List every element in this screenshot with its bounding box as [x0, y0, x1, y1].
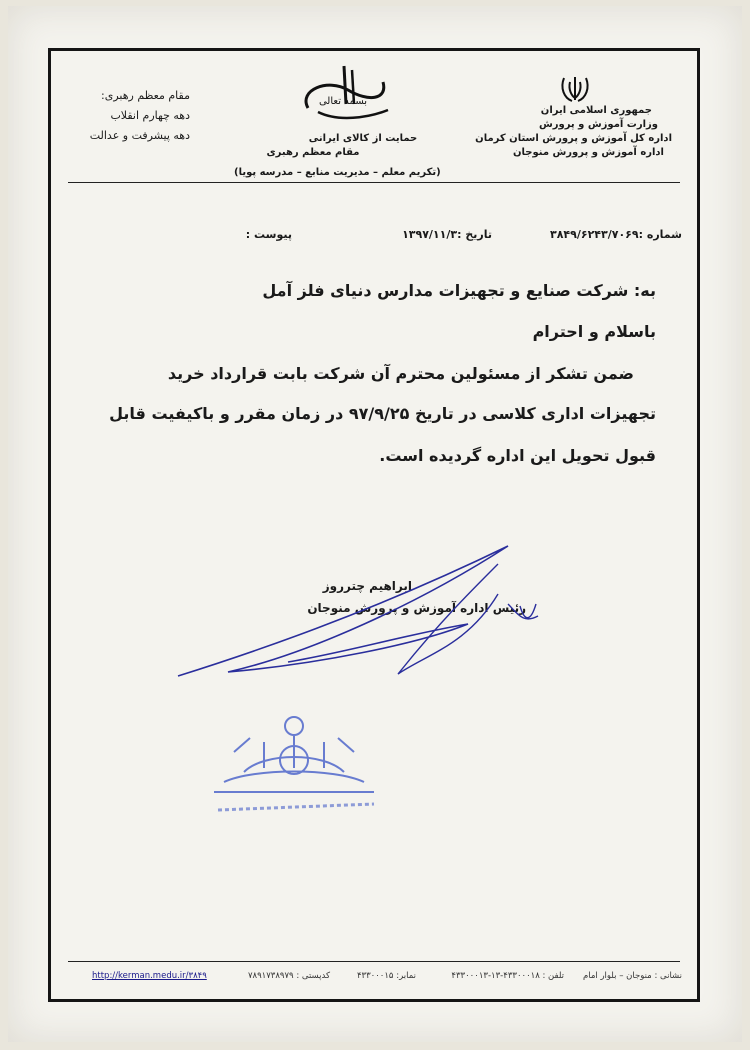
slogan: حمایت از کالای ایرانی	[308, 133, 418, 144]
leader-quote-title: مقام معظم رهبری:	[101, 89, 190, 102]
bismillah-calligraphy-logo	[288, 60, 398, 130]
body-line: قبول تحویل این اداره گردیده است.	[379, 446, 656, 465]
footer-phone: تلفن : ۴۳۳۰۰۰۱۸-۱۳-۴۳۳۰۰۰۱۳	[451, 971, 564, 981]
calligraphy-header	[228, 60, 458, 160]
ministry-header	[462, 104, 672, 160]
letter-attachment: پیوست :	[245, 228, 292, 241]
website-link[interactable]: http://kerman.medu.ir/۳۸۴۹	[92, 971, 207, 981]
logo-text: بسمه تعالی	[318, 96, 368, 107]
leader-quote-line: دهه چهارم انقلاب	[110, 109, 190, 122]
official-stamp	[204, 712, 384, 816]
footer-website[interactable]	[92, 971, 207, 981]
leader-quote-block	[30, 86, 190, 146]
slogan-attribution: مقام معظم رهبری	[266, 147, 360, 158]
letter-date: تاریخ :۱۳۹۷/۱۱/۳	[402, 228, 492, 241]
iran-emblem-icon	[558, 74, 592, 104]
program-line: (تکریم معلم – مدیریت منابع – مدرسه پویا)	[234, 167, 441, 178]
footer-fax: نمابر: ۴۳۳۰۰۰۱۵	[356, 971, 416, 981]
ministry-line: وزارت آموزش و پرورش	[538, 119, 658, 130]
body-line: ضمن تشکر از مسئولین محترم آن شرکت بابت قرارداد خرید	[167, 364, 634, 383]
footer-address: نشانی : منوجان – بلوار امام	[582, 971, 682, 981]
letter-number: شماره :۳۸۴۹/۶۲۴۳/۷۰۶۹	[550, 228, 682, 241]
body-line: تجهیزات اداری کلاسی در تاریخ ۹۷/۹/۲۵ در زمان مقرر و باکیفیت قابل	[109, 404, 656, 423]
handwritten-signature	[168, 534, 548, 694]
signer-title: رئیس اداره آموزش و پرورش منوجان	[307, 601, 526, 615]
ministry-line: جمهوری اسلامی ایران	[540, 105, 652, 116]
ministry-line: اداره آموزش و پرورش منوجان	[512, 147, 664, 158]
page-border	[48, 48, 700, 1002]
footer-postal: کدپستی : ۷۸۹۱۷۳۸۹۷۹	[247, 971, 330, 981]
header-divider	[68, 182, 680, 183]
ministry-line: اداره کل آموزش و پرورش استان کرمان	[475, 133, 672, 144]
greeting-line: باسلام و احترام	[532, 322, 656, 341]
leader-quote-line: دهه پیشرفت و عدالت	[89, 129, 190, 142]
recipient-line: به: شرکت صنایع و تجهیزات مدارس دنیای فلز آمل	[262, 281, 656, 300]
signer-name: ابراهیم چترروز	[322, 579, 412, 593]
footer-divider	[68, 961, 680, 962]
iran-emblem	[558, 74, 592, 104]
letter-sheet	[8, 6, 742, 1042]
